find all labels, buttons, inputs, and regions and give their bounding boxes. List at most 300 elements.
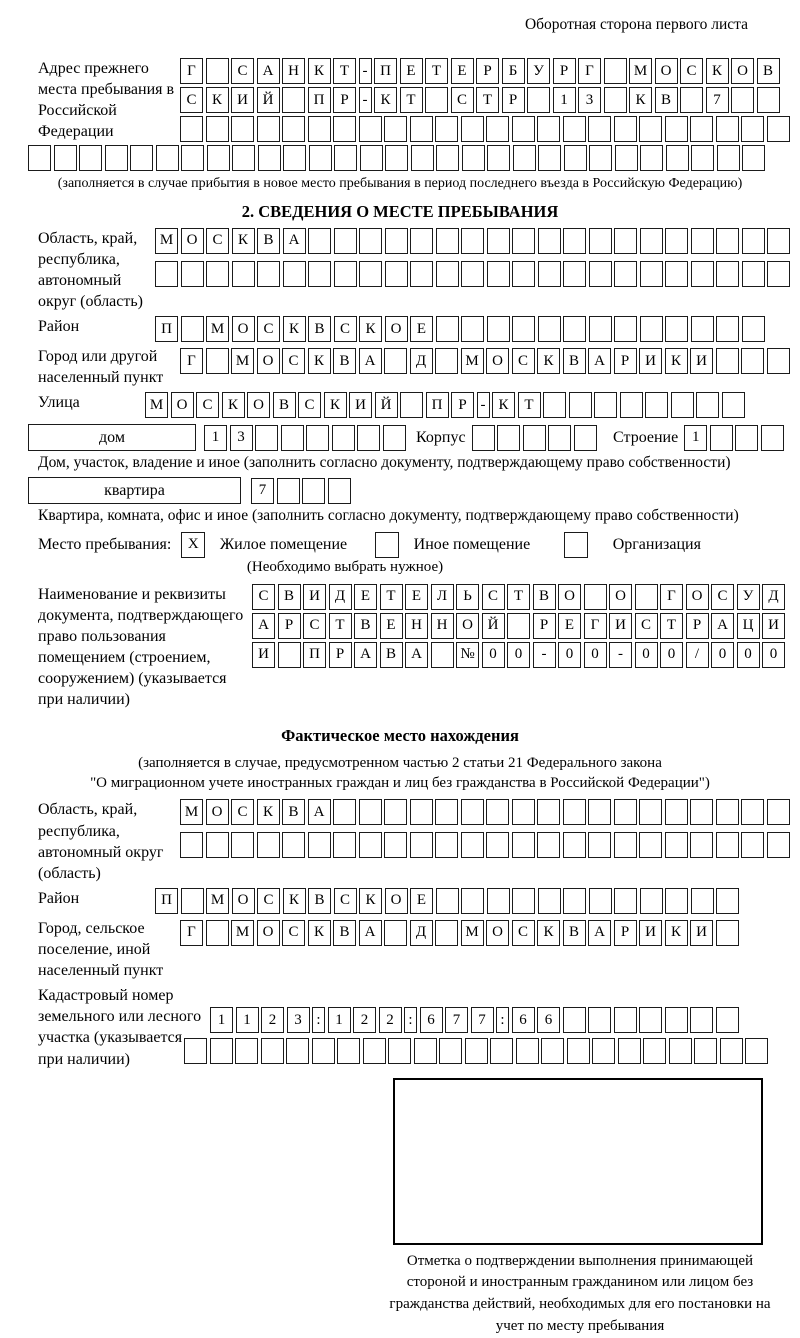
char-cell[interactable] <box>286 1038 309 1064</box>
char-cell[interactable] <box>538 888 561 914</box>
char-cell[interactable]: 1 <box>210 1007 233 1033</box>
char-cell[interactable]: Д <box>329 584 352 610</box>
char-cell[interactable]: А <box>588 348 611 374</box>
char-cell[interactable]: 7 <box>445 1007 468 1033</box>
char-cell[interactable] <box>206 832 229 858</box>
char-cell[interactable] <box>512 316 535 342</box>
char-cell[interactable] <box>332 425 355 451</box>
char-cell[interactable]: И <box>762 613 785 639</box>
char-cell[interactable] <box>691 888 714 914</box>
char-cell[interactable]: О <box>247 392 270 418</box>
char-cell[interactable]: 0 <box>762 642 785 668</box>
char-cell[interactable] <box>309 145 332 171</box>
char-cell[interactable]: О <box>558 584 581 610</box>
char-cell[interactable] <box>745 1038 768 1064</box>
char-cell[interactable] <box>206 261 229 287</box>
char-cell[interactable] <box>690 832 713 858</box>
char-cell[interactable] <box>665 1007 688 1033</box>
char-cell[interactable]: Г <box>180 348 203 374</box>
char-cell[interactable] <box>337 1038 360 1064</box>
char-cell[interactable]: Ь <box>456 584 479 610</box>
char-cell[interactable] <box>665 116 688 142</box>
char-cell[interactable] <box>436 888 459 914</box>
char-cell[interactable]: С <box>257 888 280 914</box>
char-cell[interactable] <box>741 832 764 858</box>
char-cell[interactable] <box>487 888 510 914</box>
char-cell[interactable] <box>490 1038 513 1064</box>
char-cell[interactable] <box>28 145 51 171</box>
char-cell[interactable]: Т <box>333 58 356 84</box>
char-cell[interactable] <box>359 116 382 142</box>
char-cell[interactable] <box>640 228 663 254</box>
char-cell[interactable] <box>130 145 153 171</box>
char-cell[interactable]: И <box>609 613 632 639</box>
char-cell[interactable] <box>665 316 688 342</box>
checkbox-residential[interactable]: X <box>181 532 205 558</box>
char-cell[interactable]: 3 <box>578 87 601 113</box>
char-cell[interactable]: С <box>512 348 535 374</box>
char-cell[interactable]: О <box>686 584 709 610</box>
char-cell[interactable]: С <box>180 87 203 113</box>
char-cell[interactable] <box>710 425 733 451</box>
char-cell[interactable] <box>716 116 739 142</box>
char-cell[interactable] <box>261 1038 284 1064</box>
char-cell[interactable] <box>461 832 484 858</box>
char-cell[interactable]: В <box>257 228 280 254</box>
char-cell[interactable] <box>410 832 433 858</box>
char-cell[interactable] <box>569 392 592 418</box>
char-cell[interactable] <box>282 87 305 113</box>
char-cell[interactable] <box>384 799 407 825</box>
char-cell[interactable]: 0 <box>711 642 734 668</box>
char-cell[interactable] <box>360 145 383 171</box>
char-cell[interactable] <box>257 261 280 287</box>
char-cell[interactable]: Р <box>553 58 576 84</box>
char-cell[interactable]: 1 <box>553 87 576 113</box>
char-cell[interactable]: М <box>155 228 178 254</box>
char-cell[interactable] <box>210 1038 233 1064</box>
char-cell[interactable] <box>512 832 535 858</box>
char-cell[interactable] <box>669 1038 692 1064</box>
char-cell[interactable]: - <box>477 392 490 418</box>
char-cell[interactable] <box>472 425 495 451</box>
char-cell[interactable] <box>645 392 668 418</box>
char-cell[interactable] <box>436 316 459 342</box>
apartment-box[interactable]: квартира <box>28 477 241 504</box>
char-cell[interactable] <box>155 261 178 287</box>
char-cell[interactable]: Е <box>354 584 377 610</box>
char-cell[interactable]: С <box>303 613 326 639</box>
char-cell[interactable]: 6 <box>420 1007 443 1033</box>
char-cell[interactable] <box>410 261 433 287</box>
char-cell[interactable] <box>388 1038 411 1064</box>
char-cell[interactable]: К <box>359 316 382 342</box>
char-cell[interactable]: С <box>231 799 254 825</box>
char-cell[interactable]: К <box>359 888 382 914</box>
char-cell[interactable] <box>435 799 458 825</box>
char-cell[interactable]: Р <box>451 392 474 418</box>
char-cell[interactable] <box>722 392 745 418</box>
char-cell[interactable] <box>281 425 304 451</box>
char-cell[interactable]: 3 <box>230 425 253 451</box>
char-cell[interactable]: В <box>282 799 305 825</box>
char-cell[interactable] <box>487 145 510 171</box>
char-cell[interactable]: В <box>533 584 556 610</box>
char-cell[interactable] <box>410 228 433 254</box>
char-cell[interactable] <box>278 642 301 668</box>
char-cell[interactable] <box>359 261 382 287</box>
char-cell[interactable]: В <box>273 392 296 418</box>
char-cell[interactable] <box>563 1007 586 1033</box>
char-cell[interactable] <box>461 888 484 914</box>
char-cell[interactable] <box>231 832 254 858</box>
char-cell[interactable]: О <box>385 316 408 342</box>
char-cell[interactable]: С <box>298 392 321 418</box>
char-cell[interactable]: О <box>257 920 280 946</box>
char-cell[interactable] <box>614 116 637 142</box>
char-cell[interactable] <box>589 145 612 171</box>
char-cell[interactable]: Р <box>502 87 525 113</box>
char-cell[interactable]: У <box>527 58 550 84</box>
char-cell[interactable]: № <box>456 642 479 668</box>
char-cell[interactable]: - <box>359 58 372 84</box>
char-cell[interactable]: 3 <box>287 1007 310 1033</box>
char-cell[interactable] <box>359 832 382 858</box>
char-cell[interactable] <box>156 145 179 171</box>
char-cell[interactable]: Н <box>431 613 454 639</box>
char-cell[interactable] <box>461 799 484 825</box>
char-cell[interactable] <box>181 888 204 914</box>
char-cell[interactable]: С <box>711 584 734 610</box>
char-cell[interactable]: А <box>252 613 275 639</box>
char-cell[interactable]: Е <box>410 888 433 914</box>
char-cell[interactable]: Г <box>660 584 683 610</box>
char-cell[interactable]: П <box>426 392 449 418</box>
char-cell[interactable]: В <box>333 920 356 946</box>
char-cell[interactable] <box>206 116 229 142</box>
char-cell[interactable]: М <box>629 58 652 84</box>
char-cell[interactable] <box>588 116 611 142</box>
char-cell[interactable]: Д <box>410 348 433 374</box>
char-cell[interactable] <box>538 261 561 287</box>
char-cell[interactable]: О <box>456 613 479 639</box>
char-cell[interactable]: 2 <box>379 1007 402 1033</box>
char-cell[interactable] <box>691 145 714 171</box>
char-cell[interactable]: 1 <box>204 425 227 451</box>
char-cell[interactable]: К <box>706 58 729 84</box>
char-cell[interactable]: К <box>324 392 347 418</box>
char-cell[interactable] <box>334 261 357 287</box>
char-cell[interactable] <box>574 425 597 451</box>
char-cell[interactable] <box>538 145 561 171</box>
char-cell[interactable] <box>691 261 714 287</box>
char-cell[interactable] <box>665 832 688 858</box>
char-cell[interactable]: 1 <box>684 425 707 451</box>
char-cell[interactable] <box>184 1038 207 1064</box>
char-cell[interactable] <box>618 1038 641 1064</box>
char-cell[interactable]: Е <box>410 316 433 342</box>
char-cell[interactable]: 0 <box>737 642 760 668</box>
char-cell[interactable] <box>680 87 703 113</box>
char-cell[interactable] <box>255 425 278 451</box>
char-cell[interactable]: К <box>283 888 306 914</box>
char-cell[interactable] <box>589 316 612 342</box>
char-cell[interactable]: О <box>181 228 204 254</box>
char-cell[interactable] <box>258 145 281 171</box>
char-cell[interactable] <box>717 145 740 171</box>
char-cell[interactable]: Г <box>180 58 203 84</box>
char-cell[interactable] <box>181 316 204 342</box>
char-cell[interactable] <box>385 145 408 171</box>
char-cell[interactable]: М <box>145 392 168 418</box>
char-cell[interactable] <box>181 261 204 287</box>
char-cell[interactable] <box>527 87 550 113</box>
char-cell[interactable] <box>731 87 754 113</box>
char-cell[interactable]: А <box>588 920 611 946</box>
checkbox-organization[interactable] <box>564 532 588 558</box>
char-cell[interactable]: А <box>359 348 382 374</box>
char-cell[interactable]: В <box>563 348 586 374</box>
char-cell[interactable] <box>696 392 719 418</box>
char-cell[interactable] <box>742 261 765 287</box>
char-cell[interactable] <box>640 888 663 914</box>
char-cell[interactable] <box>691 316 714 342</box>
char-cell[interactable] <box>761 425 784 451</box>
char-cell[interactable]: 0 <box>635 642 658 668</box>
char-cell[interactable] <box>589 888 612 914</box>
char-cell[interactable] <box>384 116 407 142</box>
char-cell[interactable] <box>54 145 77 171</box>
char-cell[interactable] <box>563 888 586 914</box>
char-cell[interactable] <box>497 425 520 451</box>
char-cell[interactable] <box>716 1007 739 1033</box>
char-cell[interactable]: Г <box>180 920 203 946</box>
char-cell[interactable] <box>486 116 509 142</box>
char-cell[interactable] <box>512 888 535 914</box>
char-cell[interactable] <box>614 888 637 914</box>
char-cell[interactable]: В <box>380 642 403 668</box>
char-cell[interactable] <box>716 832 739 858</box>
char-cell[interactable] <box>639 1007 662 1033</box>
char-cell[interactable] <box>431 642 454 668</box>
char-cell[interactable] <box>384 832 407 858</box>
char-cell[interactable] <box>411 145 434 171</box>
char-cell[interactable]: О <box>486 920 509 946</box>
char-cell[interactable]: / <box>686 642 709 668</box>
char-cell[interactable]: - <box>533 642 556 668</box>
char-cell[interactable]: С <box>334 316 357 342</box>
char-cell[interactable] <box>639 832 662 858</box>
char-cell[interactable]: К <box>283 316 306 342</box>
char-cell[interactable] <box>207 145 230 171</box>
char-cell[interactable] <box>588 832 611 858</box>
char-cell[interactable] <box>363 1038 386 1064</box>
char-cell[interactable] <box>589 228 612 254</box>
char-cell[interactable] <box>614 799 637 825</box>
char-cell[interactable]: В <box>563 920 586 946</box>
char-cell[interactable]: И <box>303 584 326 610</box>
char-cell[interactable] <box>639 116 662 142</box>
char-cell[interactable] <box>359 228 382 254</box>
char-cell[interactable] <box>308 261 331 287</box>
char-cell[interactable]: 1 <box>236 1007 259 1033</box>
char-cell[interactable] <box>410 116 433 142</box>
char-cell[interactable] <box>614 316 637 342</box>
char-cell[interactable] <box>308 228 331 254</box>
char-cell[interactable]: С <box>257 316 280 342</box>
char-cell[interactable]: 0 <box>558 642 581 668</box>
char-cell[interactable] <box>435 348 458 374</box>
char-cell[interactable] <box>180 832 203 858</box>
char-cell[interactable] <box>206 348 229 374</box>
char-cell[interactable] <box>283 145 306 171</box>
char-cell[interactable] <box>436 261 459 287</box>
char-cell[interactable]: Р <box>333 87 356 113</box>
char-cell[interactable]: 7 <box>471 1007 494 1033</box>
char-cell[interactable]: П <box>374 58 397 84</box>
char-cell[interactable] <box>516 1038 539 1064</box>
char-cell[interactable]: И <box>639 920 662 946</box>
char-cell[interactable] <box>716 348 739 374</box>
char-cell[interactable] <box>665 261 688 287</box>
char-cell[interactable] <box>308 832 331 858</box>
char-cell[interactable]: 7 <box>251 478 274 504</box>
checkbox-other-premises[interactable] <box>375 532 399 558</box>
char-cell[interactable]: Ц <box>737 613 760 639</box>
char-cell[interactable] <box>465 1038 488 1064</box>
char-cell[interactable] <box>716 316 739 342</box>
char-cell[interactable]: Е <box>380 613 403 639</box>
char-cell[interactable] <box>435 920 458 946</box>
char-cell[interactable] <box>410 799 433 825</box>
char-cell[interactable] <box>461 261 484 287</box>
char-cell[interactable] <box>384 348 407 374</box>
char-cell[interactable]: М <box>206 316 229 342</box>
char-cell[interactable]: О <box>171 392 194 418</box>
char-cell[interactable] <box>461 116 484 142</box>
char-cell[interactable]: О <box>385 888 408 914</box>
char-cell[interactable] <box>620 392 643 418</box>
char-cell[interactable]: К <box>537 920 560 946</box>
char-cell[interactable]: К <box>665 920 688 946</box>
char-cell[interactable] <box>282 116 305 142</box>
char-cell[interactable] <box>79 145 102 171</box>
char-cell[interactable]: П <box>308 87 331 113</box>
char-cell[interactable] <box>282 832 305 858</box>
char-cell[interactable]: О <box>731 58 754 84</box>
char-cell[interactable]: К <box>308 920 331 946</box>
char-cell[interactable] <box>643 1038 666 1064</box>
char-cell[interactable]: Е <box>405 584 428 610</box>
char-cell[interactable] <box>741 116 764 142</box>
char-cell[interactable]: И <box>690 920 713 946</box>
char-cell[interactable]: И <box>639 348 662 374</box>
char-cell[interactable] <box>414 1038 437 1064</box>
char-cell[interactable]: М <box>206 888 229 914</box>
char-cell[interactable] <box>563 799 586 825</box>
char-cell[interactable]: С <box>334 888 357 914</box>
char-cell[interactable]: Р <box>614 920 637 946</box>
char-cell[interactable] <box>333 832 356 858</box>
char-cell[interactable] <box>671 392 694 418</box>
char-cell[interactable] <box>537 116 560 142</box>
char-cell[interactable] <box>461 316 484 342</box>
char-cell[interactable] <box>635 584 658 610</box>
char-cell[interactable] <box>716 228 739 254</box>
char-cell[interactable]: Л <box>431 584 454 610</box>
char-cell[interactable]: С <box>680 58 703 84</box>
char-cell[interactable] <box>741 799 764 825</box>
char-cell[interactable] <box>232 145 255 171</box>
char-cell[interactable]: Т <box>380 584 403 610</box>
char-cell[interactable] <box>767 799 790 825</box>
char-cell[interactable] <box>614 261 637 287</box>
char-cell[interactable]: Р <box>614 348 637 374</box>
char-cell[interactable]: А <box>257 58 280 84</box>
char-cell[interactable]: А <box>354 642 377 668</box>
char-cell[interactable] <box>523 425 546 451</box>
char-cell[interactable] <box>302 478 325 504</box>
char-cell[interactable]: С <box>635 613 658 639</box>
char-cell[interactable] <box>462 145 485 171</box>
char-cell[interactable]: К <box>665 348 688 374</box>
char-cell[interactable]: П <box>303 642 326 668</box>
char-cell[interactable]: А <box>359 920 382 946</box>
char-cell[interactable] <box>548 425 571 451</box>
char-cell[interactable] <box>383 425 406 451</box>
char-cell[interactable] <box>512 228 535 254</box>
char-cell[interactable] <box>564 145 587 171</box>
char-cell[interactable]: Г <box>578 58 601 84</box>
char-cell[interactable]: К <box>308 58 331 84</box>
char-cell[interactable] <box>235 1038 258 1064</box>
char-cell[interactable] <box>589 261 612 287</box>
char-cell[interactable]: К <box>374 87 397 113</box>
char-cell[interactable] <box>640 145 663 171</box>
char-cell[interactable]: - <box>609 642 632 668</box>
char-cell[interactable]: К <box>537 348 560 374</box>
char-cell[interactable]: 7 <box>706 87 729 113</box>
char-cell[interactable] <box>538 228 561 254</box>
char-cell[interactable] <box>181 145 204 171</box>
char-cell[interactable]: П <box>155 888 178 914</box>
char-cell[interactable] <box>614 832 637 858</box>
char-cell[interactable] <box>328 478 351 504</box>
char-cell[interactable] <box>308 116 331 142</box>
char-cell[interactable] <box>537 799 560 825</box>
char-cell[interactable]: О <box>486 348 509 374</box>
char-cell[interactable]: 0 <box>482 642 505 668</box>
char-cell[interactable] <box>665 799 688 825</box>
char-cell[interactable] <box>537 832 560 858</box>
char-cell[interactable]: О <box>257 348 280 374</box>
char-cell[interactable] <box>666 145 689 171</box>
char-cell[interactable]: Н <box>282 58 305 84</box>
char-cell[interactable] <box>615 145 638 171</box>
char-cell[interactable]: О <box>232 888 255 914</box>
char-cell[interactable] <box>513 145 536 171</box>
char-cell[interactable]: Р <box>686 613 709 639</box>
char-cell[interactable]: : <box>496 1007 509 1033</box>
char-cell[interactable]: Д <box>762 584 785 610</box>
char-cell[interactable]: Т <box>400 87 423 113</box>
char-cell[interactable] <box>767 116 790 142</box>
char-cell[interactable] <box>277 478 300 504</box>
char-cell[interactable] <box>538 316 561 342</box>
char-cell[interactable] <box>541 1038 564 1064</box>
char-cell[interactable]: Р <box>476 58 499 84</box>
char-cell[interactable]: И <box>349 392 372 418</box>
